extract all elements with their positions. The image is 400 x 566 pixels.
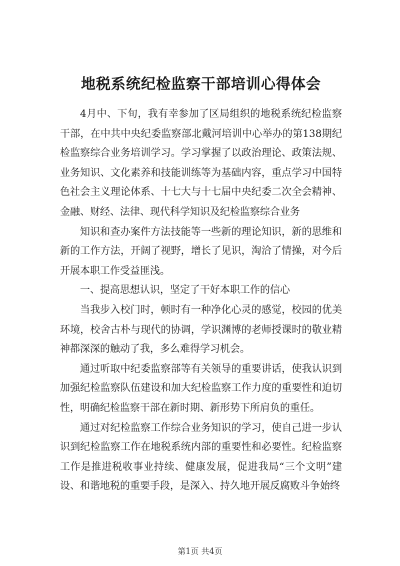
document-title: 地税系统纪检监察干部培训心得体会 [81, 76, 321, 93]
paragraph-intro-continued: 知识和查办案件方法技能等一些新的理论知识，新的思维和新的工作方法，开阔了视野，增长了见识，淘洽了情操，对今后开展本职工作受益匪浅。 [60, 226, 342, 277]
paragraph-section-1: 当我步入校门时，顿时有一种净化心灵的感觉，校园的优美环境，校舍古朴与现代的协调，学识渊博的老师授课时的敬业精神都深深的触动了我，多么难得学习机会。 [60, 304, 342, 356]
section-heading: 一、提高思想认识，坚定了干好本职工作的信心 [80, 285, 290, 297]
paragraph-intro: 4月中、下旬，我有幸参加了区局组织的地税系统纪检监察干部，在中共中央纪委监察部北戴河培训中心举办的第138期纪检监察综合业务培训学习。学习掌握了以政治理论、政策法规、业务知识、文化素养和技能训练等为基础内容，重点学习中国特色社会主义理论体系、十七大与十七届中央纪委二次全会精神、金融、财经、法律、现代科学知识及纪检监察综合业务 [60, 109, 342, 218]
paragraph-section-3: 通过对纪检监察工作综合业务知识的学习，使自己进一步认识到纪检监察工作在地税系统内部的重要性和必要性。纪检监察工作是推进税收事业持续、健康发展，促进我局“三个文明”建设、和谐地税的重要手段，是深入、持久地开展反腐败斗争始终 [60, 422, 342, 493]
document-body [60, 105, 342, 497]
page-number: 第1页 共4页 [177, 547, 223, 556]
paragraph-section-2: 通过听取中纪委监察部等有关领导的重要讲话，使我认识到加强纪检监察队伍建设和加大纪检监察工作力度的重要性和迫切性，明确纪检监察干部在新时期、新形势下所肩负的重任。 [60, 363, 342, 414]
